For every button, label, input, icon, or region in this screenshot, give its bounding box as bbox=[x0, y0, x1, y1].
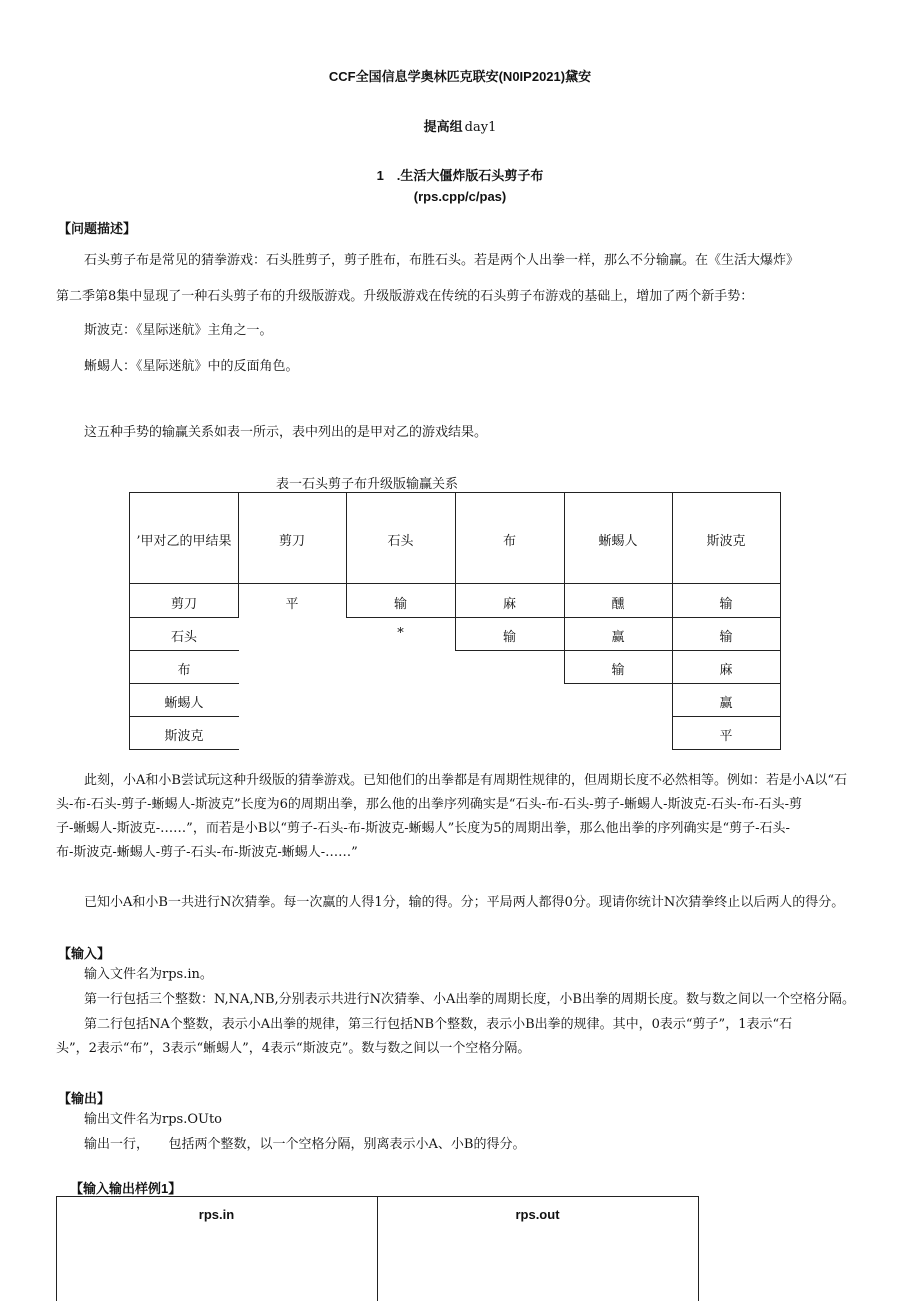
output-line1: 输出文件名为rps.OUto bbox=[84, 1112, 223, 1127]
table-cell: 麻 bbox=[502, 597, 516, 612]
description-table-intro: 这五种手势的输赢关系如表一所示，表中列出的是甲对乙的游戏结果。 bbox=[84, 425, 488, 440]
table-border bbox=[129, 716, 239, 717]
table-border bbox=[780, 492, 781, 749]
table-caption: 表一石头剪子布升级版输赢关系 bbox=[276, 477, 459, 492]
table-row-label: 石头 bbox=[170, 630, 197, 645]
table-cell: 输 bbox=[393, 597, 407, 612]
problem-filenames: (rps.cpp/c/pas) bbox=[413, 189, 507, 204]
table-col-header: 布 bbox=[502, 534, 516, 549]
body-p3: 已知小A和小B一共进行N次猜拳。每一次赢的人得1分，输的得。分；平局两人都得0分。现请你统计N次猜拳终止以后两人的得分。 bbox=[84, 895, 845, 910]
table-row-label: 布 bbox=[177, 663, 191, 678]
description-heading: 【问题描述】 bbox=[58, 221, 137, 236]
output-heading: 【输出】 bbox=[58, 1091, 111, 1106]
sample-col-input: rps.in bbox=[198, 1207, 235, 1222]
problem-title: 1 .生活大僵炸版石头剪子布 bbox=[376, 168, 544, 183]
sample-heading: 【输入输出样例1】 bbox=[70, 1181, 182, 1196]
description-lizard: 蜥蜴人：《星际迷航》中的反面角色。 bbox=[84, 359, 299, 374]
description-p1-line2: 第二季第8集中显现了一种石头剪子布的升级版游戏。升级版游戏在传统的石头剪子布游戏的基础上，增加了两个新手势： bbox=[56, 289, 754, 304]
table-border bbox=[129, 617, 239, 618]
description-p1-line1: 石头剪子布是常见的猜拳游戏：石头胜剪子，剪子胜布，布胜石头。若是两个人出拳一样，那么不分输赢。在《生活大爆炸》 bbox=[84, 253, 800, 268]
subtitle-group: 提高组 bbox=[423, 119, 463, 134]
input-line1: 输入文件名为rps.in。 bbox=[84, 967, 213, 982]
table-col-header: 剪刀 bbox=[278, 534, 305, 549]
table-border bbox=[672, 749, 781, 750]
table-border bbox=[129, 650, 239, 651]
table-border bbox=[129, 749, 239, 750]
subtitle-day: day1 bbox=[464, 120, 497, 135]
table-row-label: 剪刀 bbox=[170, 597, 197, 612]
input-line4: 头”，2表示“布”，3表示“蜥蜴人”，4表示“斯波克”。数与数之间以一个空格分隔。 bbox=[56, 1041, 531, 1056]
input-line2: 第一行包括三个整数：N,NA,NB,分别表示共进行N次猜拳、小A出拳的周期长度，小B出拳的周期长度。数与数之间以一个空格分隔。 bbox=[84, 992, 855, 1007]
table-cell: 平 bbox=[285, 597, 299, 612]
table-cell: 输 bbox=[719, 597, 733, 612]
table-cell: * bbox=[397, 626, 404, 641]
table-cell: 平 bbox=[719, 729, 733, 744]
sample-table-border bbox=[698, 1196, 699, 1301]
table-cell: 赢 bbox=[611, 630, 625, 645]
body-p2-line2: 头-布-石头-剪子-蜥蜴人-斯波克”长度为6的周期出拳，那么他的出拳序列确实是“石头-布-石头-剪子-蜥蜴人-斯波克-石头-布-石头-剪 bbox=[56, 797, 803, 812]
output-line2: 输出一行， 包括两个整数，以一个空格分隔，别离表示小A、小B的得分。 bbox=[84, 1137, 526, 1152]
sample-col-output: rps.out bbox=[515, 1207, 560, 1222]
table-border bbox=[129, 683, 239, 684]
table-corner-header: ’甲对乙的甲结果 bbox=[136, 534, 232, 549]
table-col-header: 石头 bbox=[387, 534, 414, 549]
table-cell: 醺 bbox=[611, 597, 625, 612]
table-col-header: 蜥蜴人 bbox=[598, 534, 638, 549]
table-cell: 输 bbox=[719, 630, 733, 645]
table-cell: 输 bbox=[611, 663, 625, 678]
table-border bbox=[672, 716, 781, 717]
table-cell: 输 bbox=[502, 630, 516, 645]
body-p2-line1: 此刻，小A和小B尝试玩这种升级版的猜拳游戏。已知他们的出拳都是有周期性规律的，但周期长度不必然相等。例如：若是小A以“石 bbox=[84, 773, 847, 788]
table-row-label: 蜥蜴人 bbox=[164, 696, 204, 711]
table-border bbox=[455, 650, 781, 651]
input-line3: 第二行包括NA个整数，表示小A出拳的规律，第三行包括NB个整数，表示小B出拳的规律。其中，0表示“剪子”，1表示“石 bbox=[84, 1017, 793, 1032]
subtitle bbox=[0, 116, 920, 135]
contest-title: CCF全国信息学奥林匹克联安(N0IP2021)黛安 bbox=[328, 69, 592, 84]
table-cell: 麻 bbox=[719, 663, 733, 678]
body-p2-line3: 子-蜥蜴人-斯波克-……”，而若是小B以“剪子-石头-布-斯波克-蜥蜴人”长度为5的周期出拳，那么他出拳的序列确实是“剪子-石头- bbox=[56, 821, 790, 836]
table-row-label: 斯波克 bbox=[164, 729, 204, 744]
description-spock: 斯波克：《星际迷航》主角之一。 bbox=[84, 323, 273, 338]
table-cell: 赢 bbox=[719, 696, 733, 711]
table-border bbox=[564, 492, 565, 683]
table-col-header: 斯波克 bbox=[706, 534, 746, 549]
body-p2-line4: 布-斯波克-蜥蜴人-剪子-石头-布-斯波克-蜥蜴人-……” bbox=[56, 845, 358, 860]
input-heading: 【输入】 bbox=[58, 946, 111, 961]
